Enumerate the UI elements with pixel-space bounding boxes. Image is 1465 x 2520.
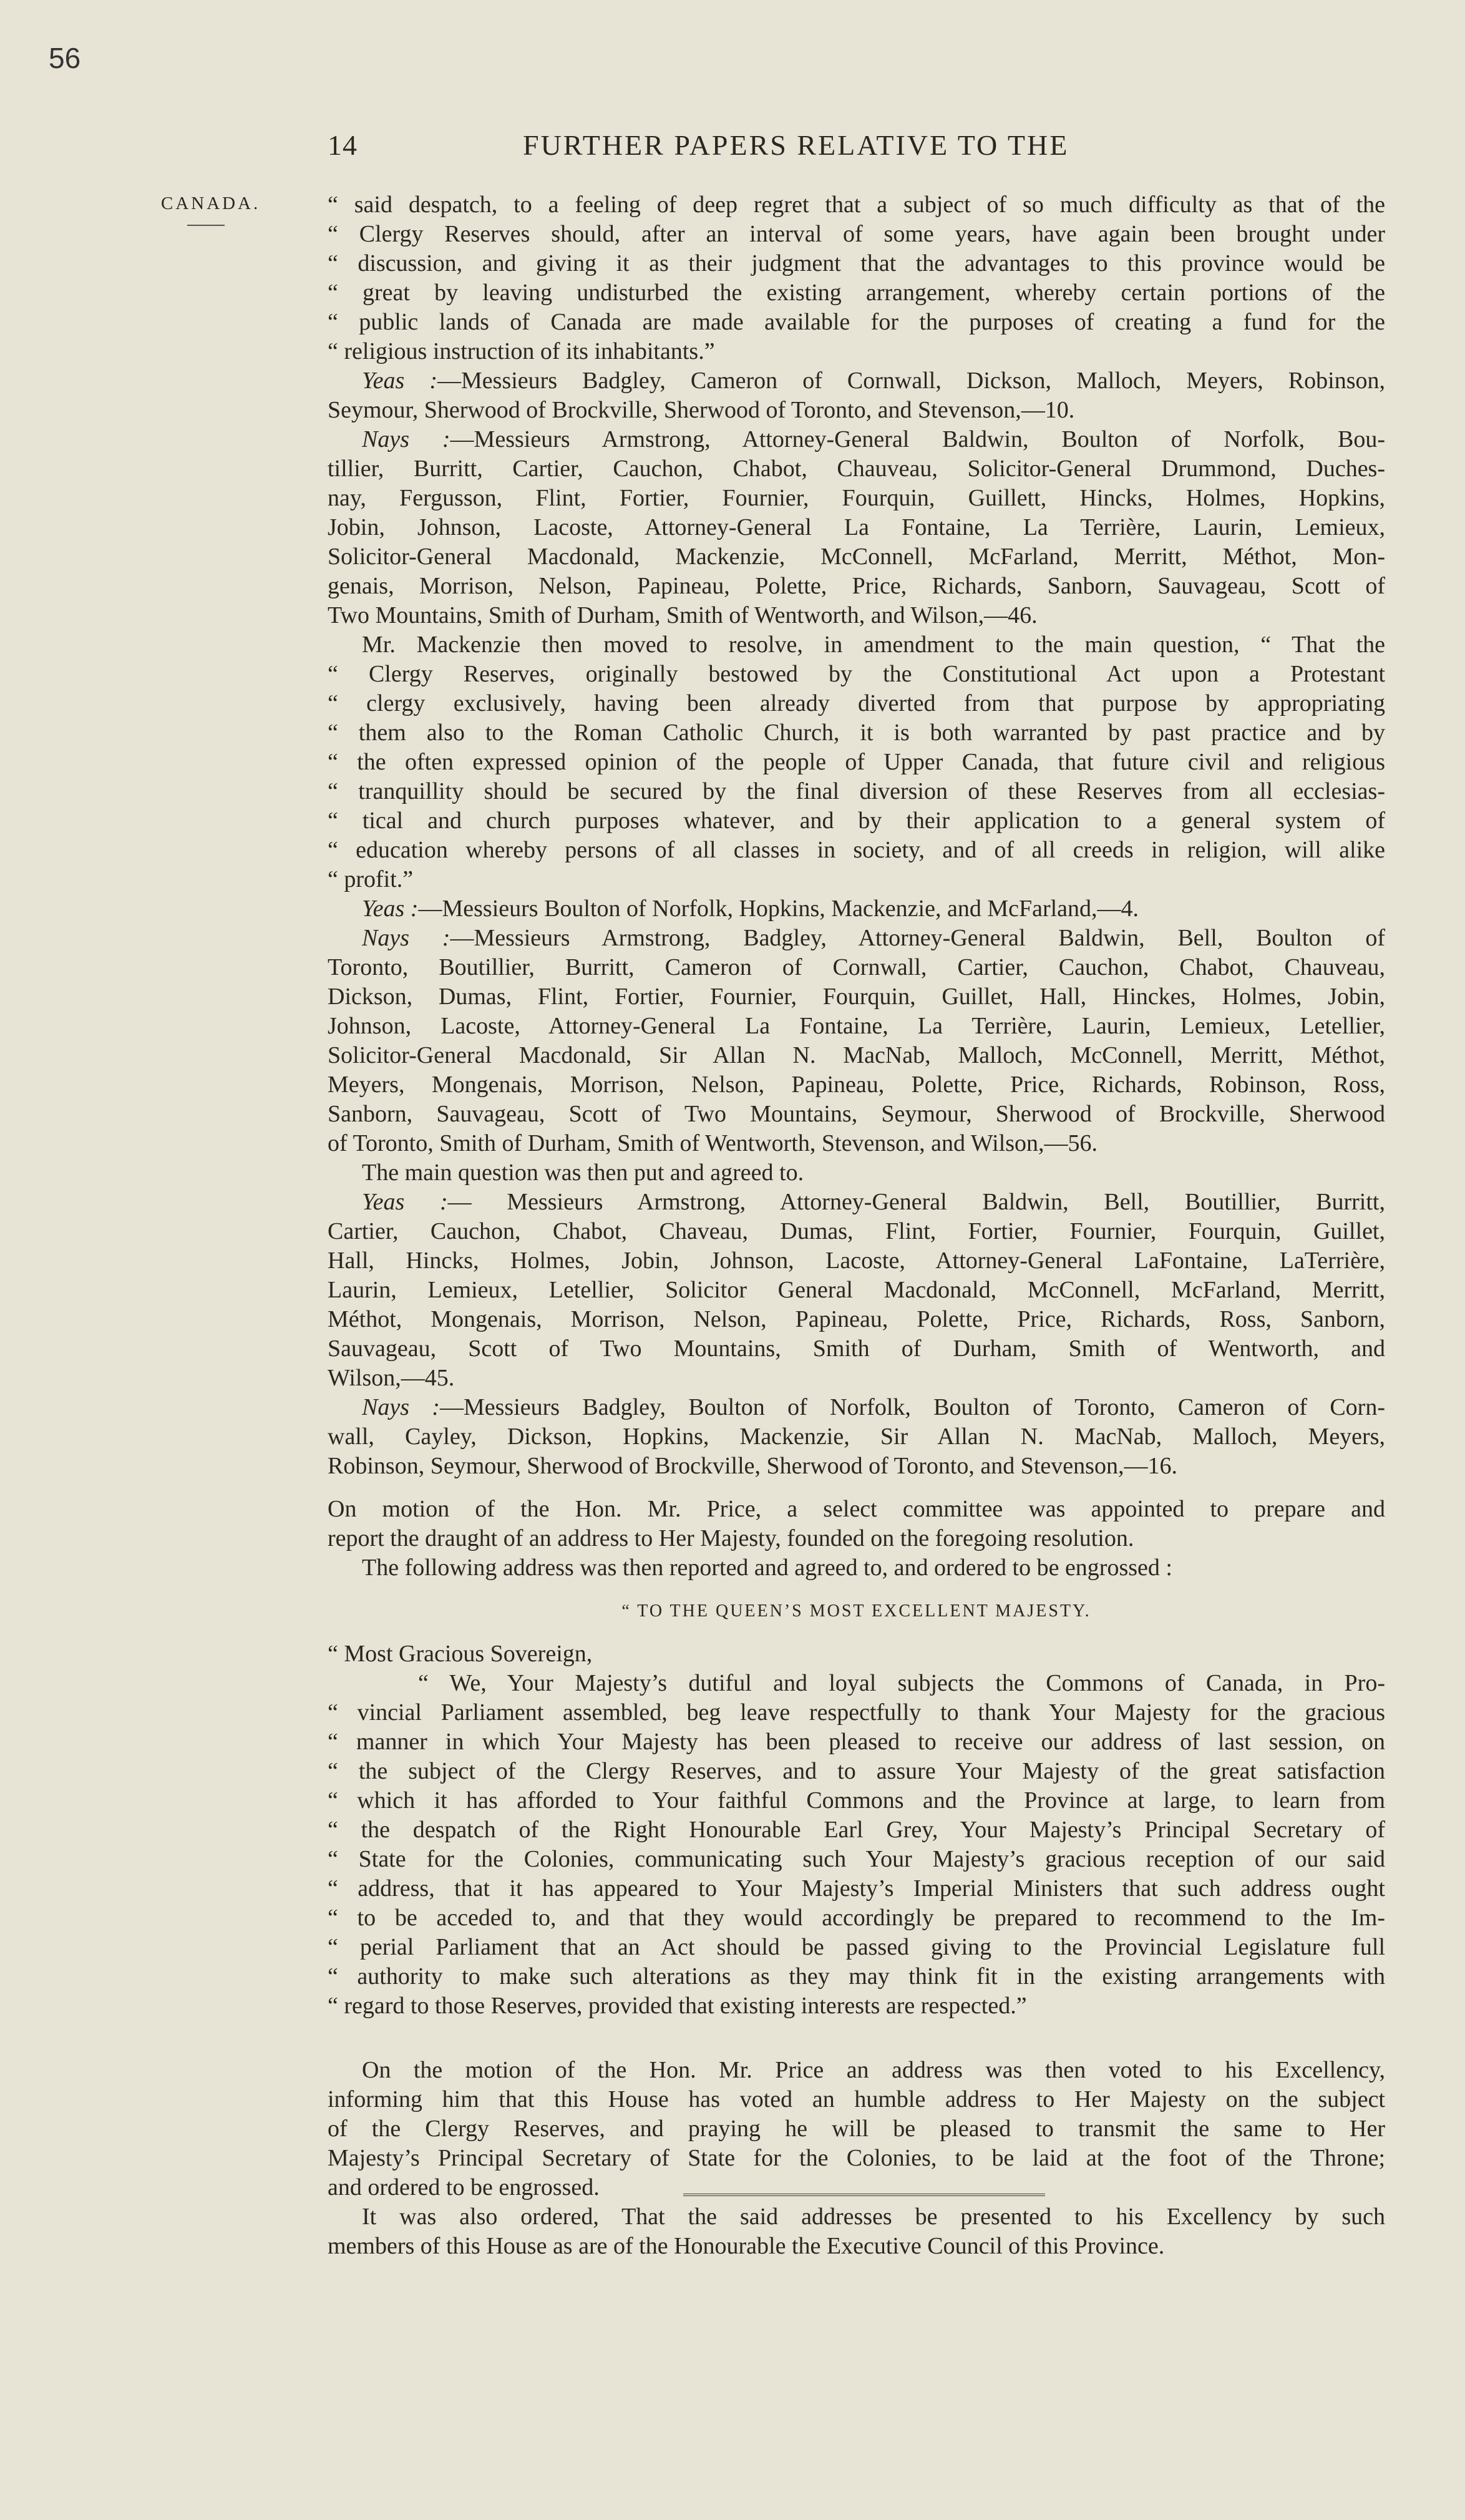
- text-line: report the draught of an address to Her Majesty, founded on the foregoing resolution.: [328, 1525, 1134, 1551]
- text-line: “ to be acceded to, and that they would accordingly be prepared to recommend to the Im-: [328, 1905, 1385, 1931]
- text-line: Toronto, Boutillier, Burritt, Cameron of Cornwall, Cartier, Cauchon, Chabot, Chauveau,: [328, 954, 1385, 980]
- text-line: “ tranquillity should be secured by the final diversion of these Reserves from all ecclesias-: [328, 778, 1385, 804]
- text-line: “ public lands of Canada are made available for the purposes of creating a fund for the: [328, 309, 1385, 335]
- running-title: FURTHER PAPERS RELATIVE TO THE: [523, 129, 1069, 161]
- address-heading: “ TO THE QUEEN’S MOST EXCELLENT MAJESTY.: [621, 1601, 1091, 1621]
- text-line: informing him that this House has voted an humble address to Her Majesty on the subject: [328, 2086, 1385, 2112]
- text-line: of Toronto, Smith of Durham, Smith of Wentworth, Stevenson, and Wilson,—56.: [328, 1130, 1098, 1156]
- text-line: The following address was then reported and agreed to, and ordered to be engrossed :: [362, 1555, 1172, 1581]
- text-line: “ the often expressed opinion of the people of Upper Canada, that future civil and religious: [328, 749, 1385, 775]
- text-line: Sanborn, Sauvageau, Scott of Two Mountains, Seymour, Sherwood of Brockville, Sherwood: [328, 1101, 1385, 1127]
- text-line: Seymour, Sherwood of Brockville, Sherwood of Toronto, and Stevenson,—10.: [328, 397, 1075, 423]
- text-line: Laurin, Lemieux, Letellier, Solicitor General Macdonald, McConnell, McFarland, Merritt,: [328, 1277, 1385, 1303]
- text-line: “ vincial Parliament assembled, beg leave respectfully to thank Your Majesty for the gracious: [328, 1699, 1385, 1726]
- text-line: “ Most Gracious Sovereign,: [328, 1641, 593, 1667]
- text-line: “ regard to those Reserves, provided that existing interests are respected.”: [328, 1993, 1027, 2019]
- text-line: Solicitor-General Macdonald, Mackenzie, McConnell, McFarland, Merritt, Méthot, Mon-: [328, 544, 1385, 570]
- text-line: “ education whereby persons of all classes in society, and of all creeds in religion, will alike: [328, 837, 1385, 863]
- text-line: Yeas :— Messieurs Armstrong, Attorney-General Baldwin, Bell, Boutillier, Burritt,: [362, 1189, 1385, 1215]
- text-line: of the Clergy Reserves, and praying he will be pleased to transmit the same to Her: [328, 2116, 1385, 2142]
- text-line: “ which it has afforded to Your faithful Commons and the Province at large, to learn from: [328, 1787, 1385, 1814]
- text-line: members of this House as are of the Honourable the Executive Council of this Province.: [328, 2233, 1165, 2259]
- text-line: Wilson,—45.: [328, 1365, 455, 1391]
- text-line: “ authority to make such alterations as they may think fit in the existing arrangements with: [328, 1963, 1385, 1990]
- text-line: “ the despatch of the Right Honourable Earl Grey, Your Majesty’s Principal Secretary of: [328, 1817, 1385, 1843]
- text-line: Yeas :—Messieurs Badgley, Cameron of Cornwall, Dickson, Malloch, Meyers, Robinson,: [362, 368, 1385, 394]
- text-line: Meyers, Mongenais, Morrison, Nelson, Papineau, Polette, Price, Richards, Robinson, Ross,: [328, 1072, 1385, 1098]
- text-line: Two Mountains, Smith of Durham, Smith of Wentworth, and Wilson,—46.: [328, 602, 1038, 628]
- margin-note: CANADA.: [161, 193, 261, 213]
- text-line: Jobin, Johnson, Lacoste, Attorney-General La Fontaine, La Terrière, Laurin, Lemieux,: [328, 514, 1385, 540]
- text-line: tillier, Burritt, Cartier, Cauchon, Chabot, Chauveau, Solicitor-General Drummond, Duches-: [328, 456, 1385, 482]
- text-line: The main question was then put and agreed to.: [362, 1160, 804, 1186]
- archive-page-number: 56: [49, 42, 81, 74]
- text-line: Robinson, Seymour, Sherwood of Brockville, Sherwood of Toronto, and Stevenson,—16.: [328, 1453, 1177, 1479]
- text-line: “ perial Parliament that an Act should be passed giving to the Provincial Legislature full: [328, 1934, 1385, 1960]
- text-line: Yeas :—Messieurs Boulton of Norfolk, Hopkins, Mackenzie, and McFarland,—4.: [362, 896, 1139, 922]
- text-line: Majesty’s Principal Secretary of State for the Colonies, to be laid at the foot of the Throne;: [328, 2145, 1385, 2171]
- text-line: Sauvageau, Scott of Two Mountains, Smith of Durham, Smith of Wentworth, and: [328, 1336, 1385, 1362]
- text-line: On motion of the Hon. Mr. Price, a select committee was appointed to prepare and: [328, 1496, 1385, 1522]
- text-line: nay, Fergusson, Flint, Fortier, Fournier, Fourquin, Guillett, Hincks, Holmes, Hopkins,: [328, 485, 1385, 511]
- document-body: [328, 190, 1385, 2261]
- text-line: “ Clergy Reserves, originally bestowed by the Constitutional Act upon a Protestant: [328, 661, 1385, 687]
- text-line: Nays :—Messieurs Badgley, Boulton of Norfolk, Boulton of Toronto, Cameron of Corn-: [362, 1394, 1385, 1420]
- text-line: “ Clergy Reserves should, after an interval of some years, have again been brought under: [328, 221, 1385, 247]
- text-line: Cartier, Cauchon, Chabot, Chaveau, Dumas, Flint, Fortier, Fournier, Fourquin, Guillet,: [328, 1218, 1385, 1244]
- text-line: Dickson, Dumas, Flint, Fortier, Fournier, Fourquin, Guillet, Hall, Hinckes, Holmes, Jobin,: [328, 984, 1385, 1010]
- text-line: Méthot, Mongenais, Morrison, Nelson, Papineau, Polette, Price, Richards, Ross, Sanborn,: [328, 1306, 1385, 1332]
- text-line: “ them also to the Roman Catholic Church, it is both warranted by past practice and by: [328, 720, 1385, 746]
- text-line: “ religious instruction of its inhabitants.”: [328, 338, 715, 364]
- text-line: Hall, Hincks, Holmes, Jobin, Johnson, Lacoste, Attorney-General LaFontaine, LaTerrière,: [328, 1248, 1385, 1274]
- text-line: Mr. Mackenzie then moved to resolve, in amendment to the main question, “ That the: [362, 632, 1385, 658]
- text-line: Solicitor-General Macdonald, Sir Allan N. MacNab, Malloch, McConnell, Merritt, Méthot,: [328, 1042, 1385, 1068]
- text-line: “ clergy exclusively, having been already diverted from that purpose by appropriating: [328, 690, 1385, 716]
- text-line: “ great by leaving undisturbed the existing arrangement, whereby certain portions of the: [328, 280, 1385, 306]
- text-line: genais, Morrison, Nelson, Papineau, Polette, Price, Richards, Sanborn, Sauvageau, Scott of: [328, 573, 1385, 599]
- text-line: and ordered to be engrossed.: [328, 2174, 600, 2200]
- text-line: “ profit.”: [328, 866, 414, 892]
- text-line: “ tical and church purposes whatever, and by their application to a general system of: [328, 808, 1385, 834]
- margin-rule: [187, 225, 225, 226]
- text-line: “ State for the Colonies, communicating such Your Majesty’s gracious reception of our said: [328, 1846, 1385, 1872]
- text-line: “ We, Your Majesty’s dutiful and loyal subjects the Commons of Canada, in Pro-: [418, 1670, 1385, 1696]
- text-line: wall, Cayley, Dickson, Hopkins, Mackenzie, Sir Allan N. MacNab, Malloch, Meyers,: [328, 1424, 1385, 1450]
- text-line: On the motion of the Hon. Mr. Price an address was then voted to his Excellency,: [362, 2057, 1385, 2083]
- text-line: “ manner in which Your Majesty has been pleased to receive our address of last session, on: [328, 1729, 1385, 1755]
- text-line: “ said despatch, to a feeling of deep regret that a subject of so much difficulty as that of the: [328, 192, 1385, 218]
- text-line: It was also ordered, That the said addresses be presented to his Excellency by such: [362, 2204, 1385, 2230]
- text-line: Nays :—Messieurs Armstrong, Attorney-General Baldwin, Boulton of Norfolk, Bou-: [362, 426, 1385, 452]
- page-number: 14: [328, 129, 358, 161]
- text-line: Nays :—Messieurs Armstrong, Badgley, Attorney-General Baldwin, Bell, Boulton of: [362, 925, 1385, 951]
- text-line: “ address, that it has appeared to Your Majesty’s Imperial Ministers that such address ought: [328, 1875, 1385, 1902]
- text-line: Johnson, Lacoste, Attorney-General La Fontaine, La Terrière, Laurin, Lemieux, Letellier,: [328, 1013, 1385, 1039]
- end-rule: [683, 2194, 1045, 2197]
- text-line: “ the subject of the Clergy Reserves, and to assure Your Majesty of the great satisfaction: [328, 1758, 1385, 1784]
- text-line: “ discussion, and giving it as their judgment that the advantages to this province would be: [328, 250, 1385, 276]
